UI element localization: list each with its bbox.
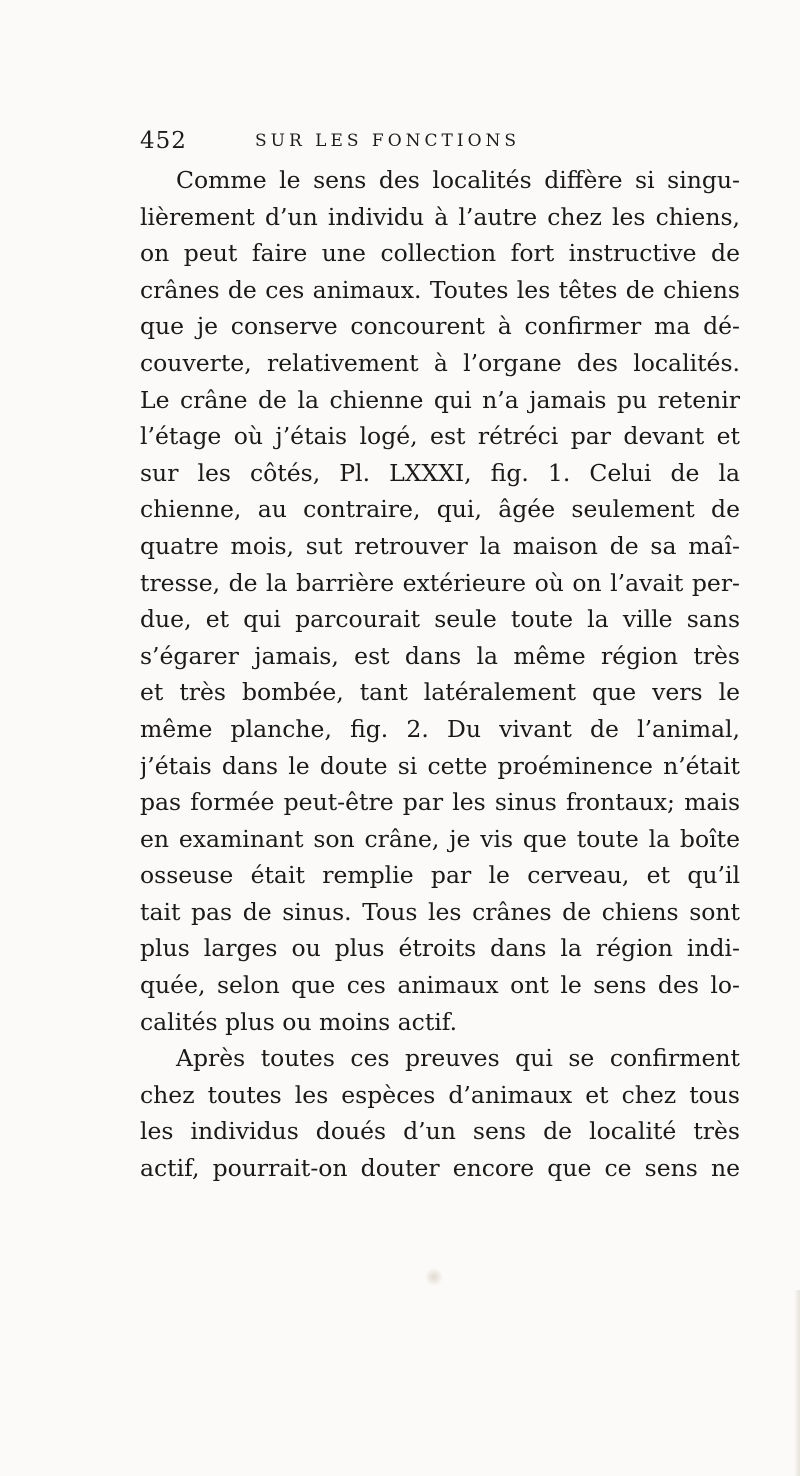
- text-line: lièrement d’un individu à l’autre chez les chiens,: [140, 202, 740, 231]
- body-text: [140, 162, 740, 1187]
- text-line: Comme le sens des localités diffère si singu-: [176, 166, 740, 194]
- page-edge-shadow: [794, 1290, 800, 1476]
- text-line: actif, pourrait-on douter encore que ce sens ne: [140, 1154, 740, 1183]
- text-line: en examinant son crâne, je vis que toute la boîte: [140, 824, 740, 853]
- text-line: s’égarer jamais, est dans la même région très: [140, 641, 740, 670]
- text-line: plus larges ou plus étroits dans la région indi-: [140, 934, 740, 963]
- text-line: les individus doués d’un sens de localité très: [140, 1117, 740, 1146]
- text-line: que je conserve concourent à confirmer ma dé-: [140, 312, 740, 341]
- text-line: l’étage où j’étais logé, est rétréci par devant et: [140, 422, 740, 451]
- text-line: pas formée peut-être par les sinus frontaux; mais: [140, 788, 740, 817]
- text-line: Le crâne de la chienne qui n’a jamais pu retenir: [140, 385, 740, 414]
- page-header: [140, 128, 700, 158]
- text-line: quatre mois, sut retrouver la maison de sa maî-: [140, 531, 740, 560]
- text-line: chez toutes les espèces d’animaux et chez tous: [140, 1080, 740, 1109]
- text-line: calités plus ou moins actif.: [140, 1007, 458, 1036]
- text-line: quée, selon que ces animaux ont le sens des lo-: [140, 971, 740, 1000]
- running-head: SUR LES FONCTIONS: [255, 131, 521, 151]
- text-line: j’étais dans le doute si cette proéminence n’était: [140, 751, 740, 780]
- text-line: tresse, de la barrière extérieure où on l’avait per-: [140, 568, 740, 597]
- text-line: crânes de ces animaux. Toutes les têtes de chiens: [140, 275, 740, 304]
- text-line: due, et qui parcourait seule toute la ville sans: [140, 605, 740, 634]
- text-line: osseuse était remplie par le cerveau, et qu’il: [140, 861, 740, 890]
- text-line: couverte, relativement à l’organe des localités.: [140, 348, 740, 377]
- text-line: Après toutes ces preuves qui se confirment: [176, 1044, 740, 1073]
- text-line: chienne, au contraire, qui, âgée seulement de: [140, 495, 740, 524]
- text-line: et très bombée, tant latéralement que vers le: [140, 678, 740, 707]
- text-line: tait pas de sinus. Tous les crânes de chiens sont: [140, 897, 740, 926]
- page-number: 452: [140, 128, 187, 154]
- text-line: on peut faire une collection fort instructive de: [140, 239, 740, 268]
- text-line: même planche, fig. 2. Du vivant de l’animal,: [140, 714, 740, 743]
- text-line: sur les côtés, Pl. LXXXI, fig. 1. Celui de la: [140, 458, 740, 487]
- paper-smudge: [426, 1268, 442, 1286]
